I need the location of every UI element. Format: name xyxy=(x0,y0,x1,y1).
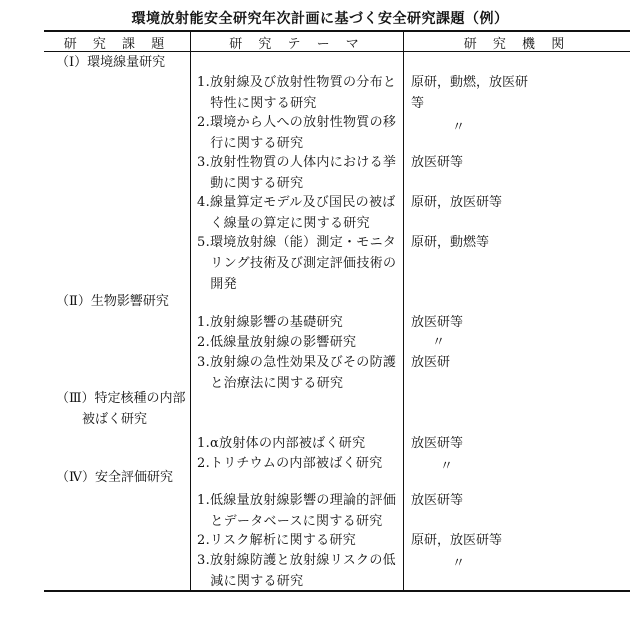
org-2-1: 放医研等 xyxy=(411,315,464,330)
org-1-4: 原研，放医研等 xyxy=(411,195,503,210)
org-1-2: 〃 xyxy=(452,120,466,135)
topic-4-2: 2.リスク解析に関する研究 xyxy=(197,533,357,548)
header-theme: 研 究 テ ー マ xyxy=(229,37,365,52)
org-4-1: 放医研等 xyxy=(411,493,464,508)
column-divider-2 xyxy=(403,31,404,591)
topic-1-4: 4.線量算定モデル及び国民の被ば く線量の算定に関する研究 xyxy=(197,195,396,231)
category-4: （Ⅳ）安全評価研究 xyxy=(56,470,173,485)
column-divider-1 xyxy=(190,31,191,591)
org-2-3: 放医研 xyxy=(411,355,451,370)
topic-4-1: 1.低線量放射線影響の理論的評価 とデータベースに関する研究 xyxy=(197,493,397,529)
topic-1-3: 3.放射性物質の人体内における挙 動に関する研究 xyxy=(197,155,397,191)
org-1-1: 原研，動燃，放医研 等 xyxy=(411,75,529,111)
page-title: 環境放射能安全研究年次計画に基づく安全研究課題（例） xyxy=(131,11,509,27)
table-top-rule xyxy=(44,30,630,32)
topic-1-2: 2.環境から人への放射性物質の移 行に関する研究 xyxy=(197,115,397,151)
topic-3-2: 2.トリチウムの内部被ばく研究 xyxy=(197,456,383,471)
category-1: （Ⅰ）環境線量研究 xyxy=(56,55,166,70)
org-2-2: 〃 xyxy=(432,335,446,350)
topic-2-3: 3.放射線の急性効果及びその防護 と治療法に関する研究 xyxy=(197,355,397,391)
topic-1-5: 5.環境放射線（能）測定・モニタ リング技術及び測定評価技術の 開発 xyxy=(197,235,397,292)
topic-3-1: 1.α放射体の内部被ばく研究 xyxy=(197,436,366,451)
topic-2-1: 1.放射線影響の基礎研究 xyxy=(197,315,344,330)
org-1-3: 放医研等 xyxy=(411,155,464,170)
org-1-5: 原研，動燃等 xyxy=(411,235,490,250)
org-4-2: 原研，放医研等 xyxy=(411,533,503,548)
category-3: （Ⅲ）特定核種の内部 被ばく研究 xyxy=(56,391,186,427)
topic-4-3: 3.放射線防護と放射線リスクの低 減に関する研究 xyxy=(197,553,396,589)
org-4-3: 〃 xyxy=(452,556,466,571)
org-3-2: 〃 xyxy=(440,459,454,474)
category-2: （Ⅱ）生物影響研究 xyxy=(56,294,169,309)
header-category: 研 究 課 題 xyxy=(63,37,171,52)
topic-1-1: 1.放射線及び放射性物質の分布と 特性に関する研究 xyxy=(197,75,397,111)
header-org: 研 究 機 関 xyxy=(463,37,571,52)
org-3-1: 放医研等 xyxy=(411,436,464,451)
topic-2-2: 2.低線量放射線の影響研究 xyxy=(197,335,357,350)
